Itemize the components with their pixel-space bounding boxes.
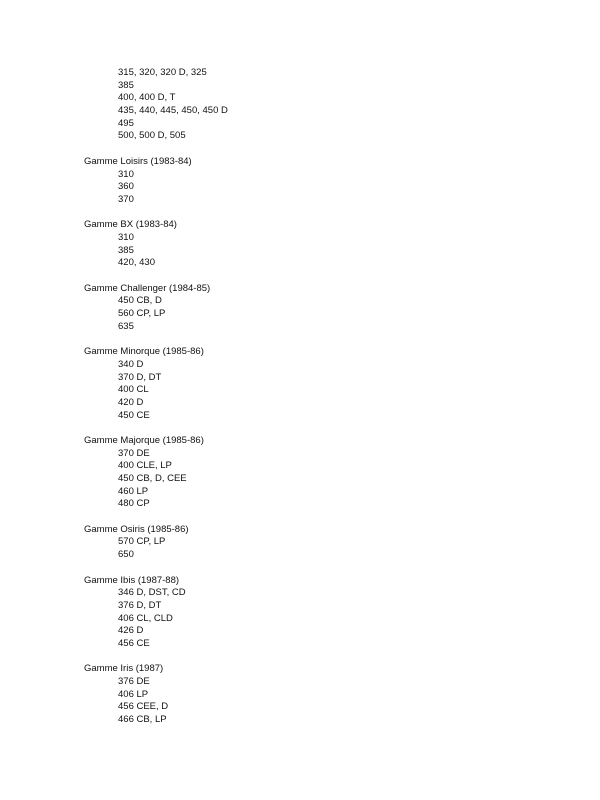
- list-item: 310: [118, 168, 134, 180]
- list-item: 560 CP, LP: [118, 308, 166, 320]
- list-item: 346 D, DST, CD: [118, 587, 186, 599]
- list-item: 495: [118, 117, 134, 129]
- list-item: 406 LP: [118, 688, 149, 700]
- model-list: [84, 67, 564, 727]
- list-item: 650: [118, 549, 134, 561]
- section-heading: Gamme Osiris (1985-86): [84, 523, 189, 535]
- list-item: 435, 440, 445, 450, 450 D: [118, 105, 228, 117]
- list-item: 406 CL, CLD: [118, 612, 173, 624]
- section-challenger: [84, 283, 564, 334]
- list-item: 426 D: [118, 625, 144, 637]
- list-item: 420, 430: [118, 257, 155, 269]
- section-heading: Gamme Majorque (1985-86): [84, 434, 204, 446]
- section-heading: Gamme BX (1983-84): [84, 219, 177, 231]
- section-heading: Gamme Iris (1987): [84, 663, 164, 675]
- list-item: 310: [118, 231, 134, 243]
- spacer: [84, 270, 564, 283]
- section-osiris: [84, 524, 564, 562]
- section-loisirs: [84, 156, 564, 207]
- list-item: 315, 320, 320 D, 325: [118, 67, 207, 78]
- section-heading: Gamme Loisirs (1983-84): [84, 155, 192, 167]
- spacer: [84, 207, 564, 220]
- list-item: 500, 500 D, 505: [118, 130, 186, 142]
- list-item: 450 CB, D: [118, 295, 162, 307]
- list-item: 456 CEE, D: [118, 701, 169, 713]
- list-item: 370 D, DT: [118, 371, 162, 383]
- list-item: 420 D: [118, 396, 144, 408]
- list-item: 376 D, DT: [118, 599, 162, 611]
- list-item: 456 CE: [118, 637, 150, 649]
- list-item: 460 LP: [118, 485, 149, 497]
- list-item: 376 DE: [118, 676, 150, 687]
- section-minorque: [84, 346, 564, 422]
- list-item: 480 CP: [118, 498, 150, 510]
- list-item: 450 CE: [118, 409, 150, 421]
- spacer: [84, 562, 564, 575]
- spacer: [84, 651, 564, 664]
- spacer: [84, 511, 564, 524]
- list-item: 385: [118, 79, 134, 91]
- spacer: [84, 422, 564, 435]
- list-item: 400 CLE, LP: [118, 460, 172, 472]
- list-item: 385: [118, 244, 134, 256]
- section-ibis: [84, 575, 564, 651]
- list-item: 570 CP, LP: [118, 536, 166, 548]
- list-item: 370 DE: [118, 447, 150, 459]
- list-item: 360: [118, 181, 134, 193]
- section-heading: Gamme Challenger (1984-85): [84, 282, 211, 294]
- section-heading: Gamme Ibis (1987-88): [84, 574, 180, 586]
- spacer: [84, 143, 564, 156]
- spacer: [84, 333, 564, 346]
- section-majorque: [84, 435, 564, 511]
- list-item: 400 CL: [118, 384, 149, 396]
- list-item: 340 D: [118, 358, 144, 370]
- list-item: 635: [118, 320, 134, 332]
- list-item: 370: [118, 193, 134, 205]
- section-iris: [84, 663, 564, 726]
- section-bx: [84, 219, 564, 270]
- list-item: 450 CB, D, CEE: [118, 473, 187, 484]
- list-item: 400, 400 D, T: [118, 92, 176, 104]
- section-heading: Gamme Minorque (1985-86): [84, 346, 204, 358]
- list-item: 466 CB, LP: [118, 714, 167, 726]
